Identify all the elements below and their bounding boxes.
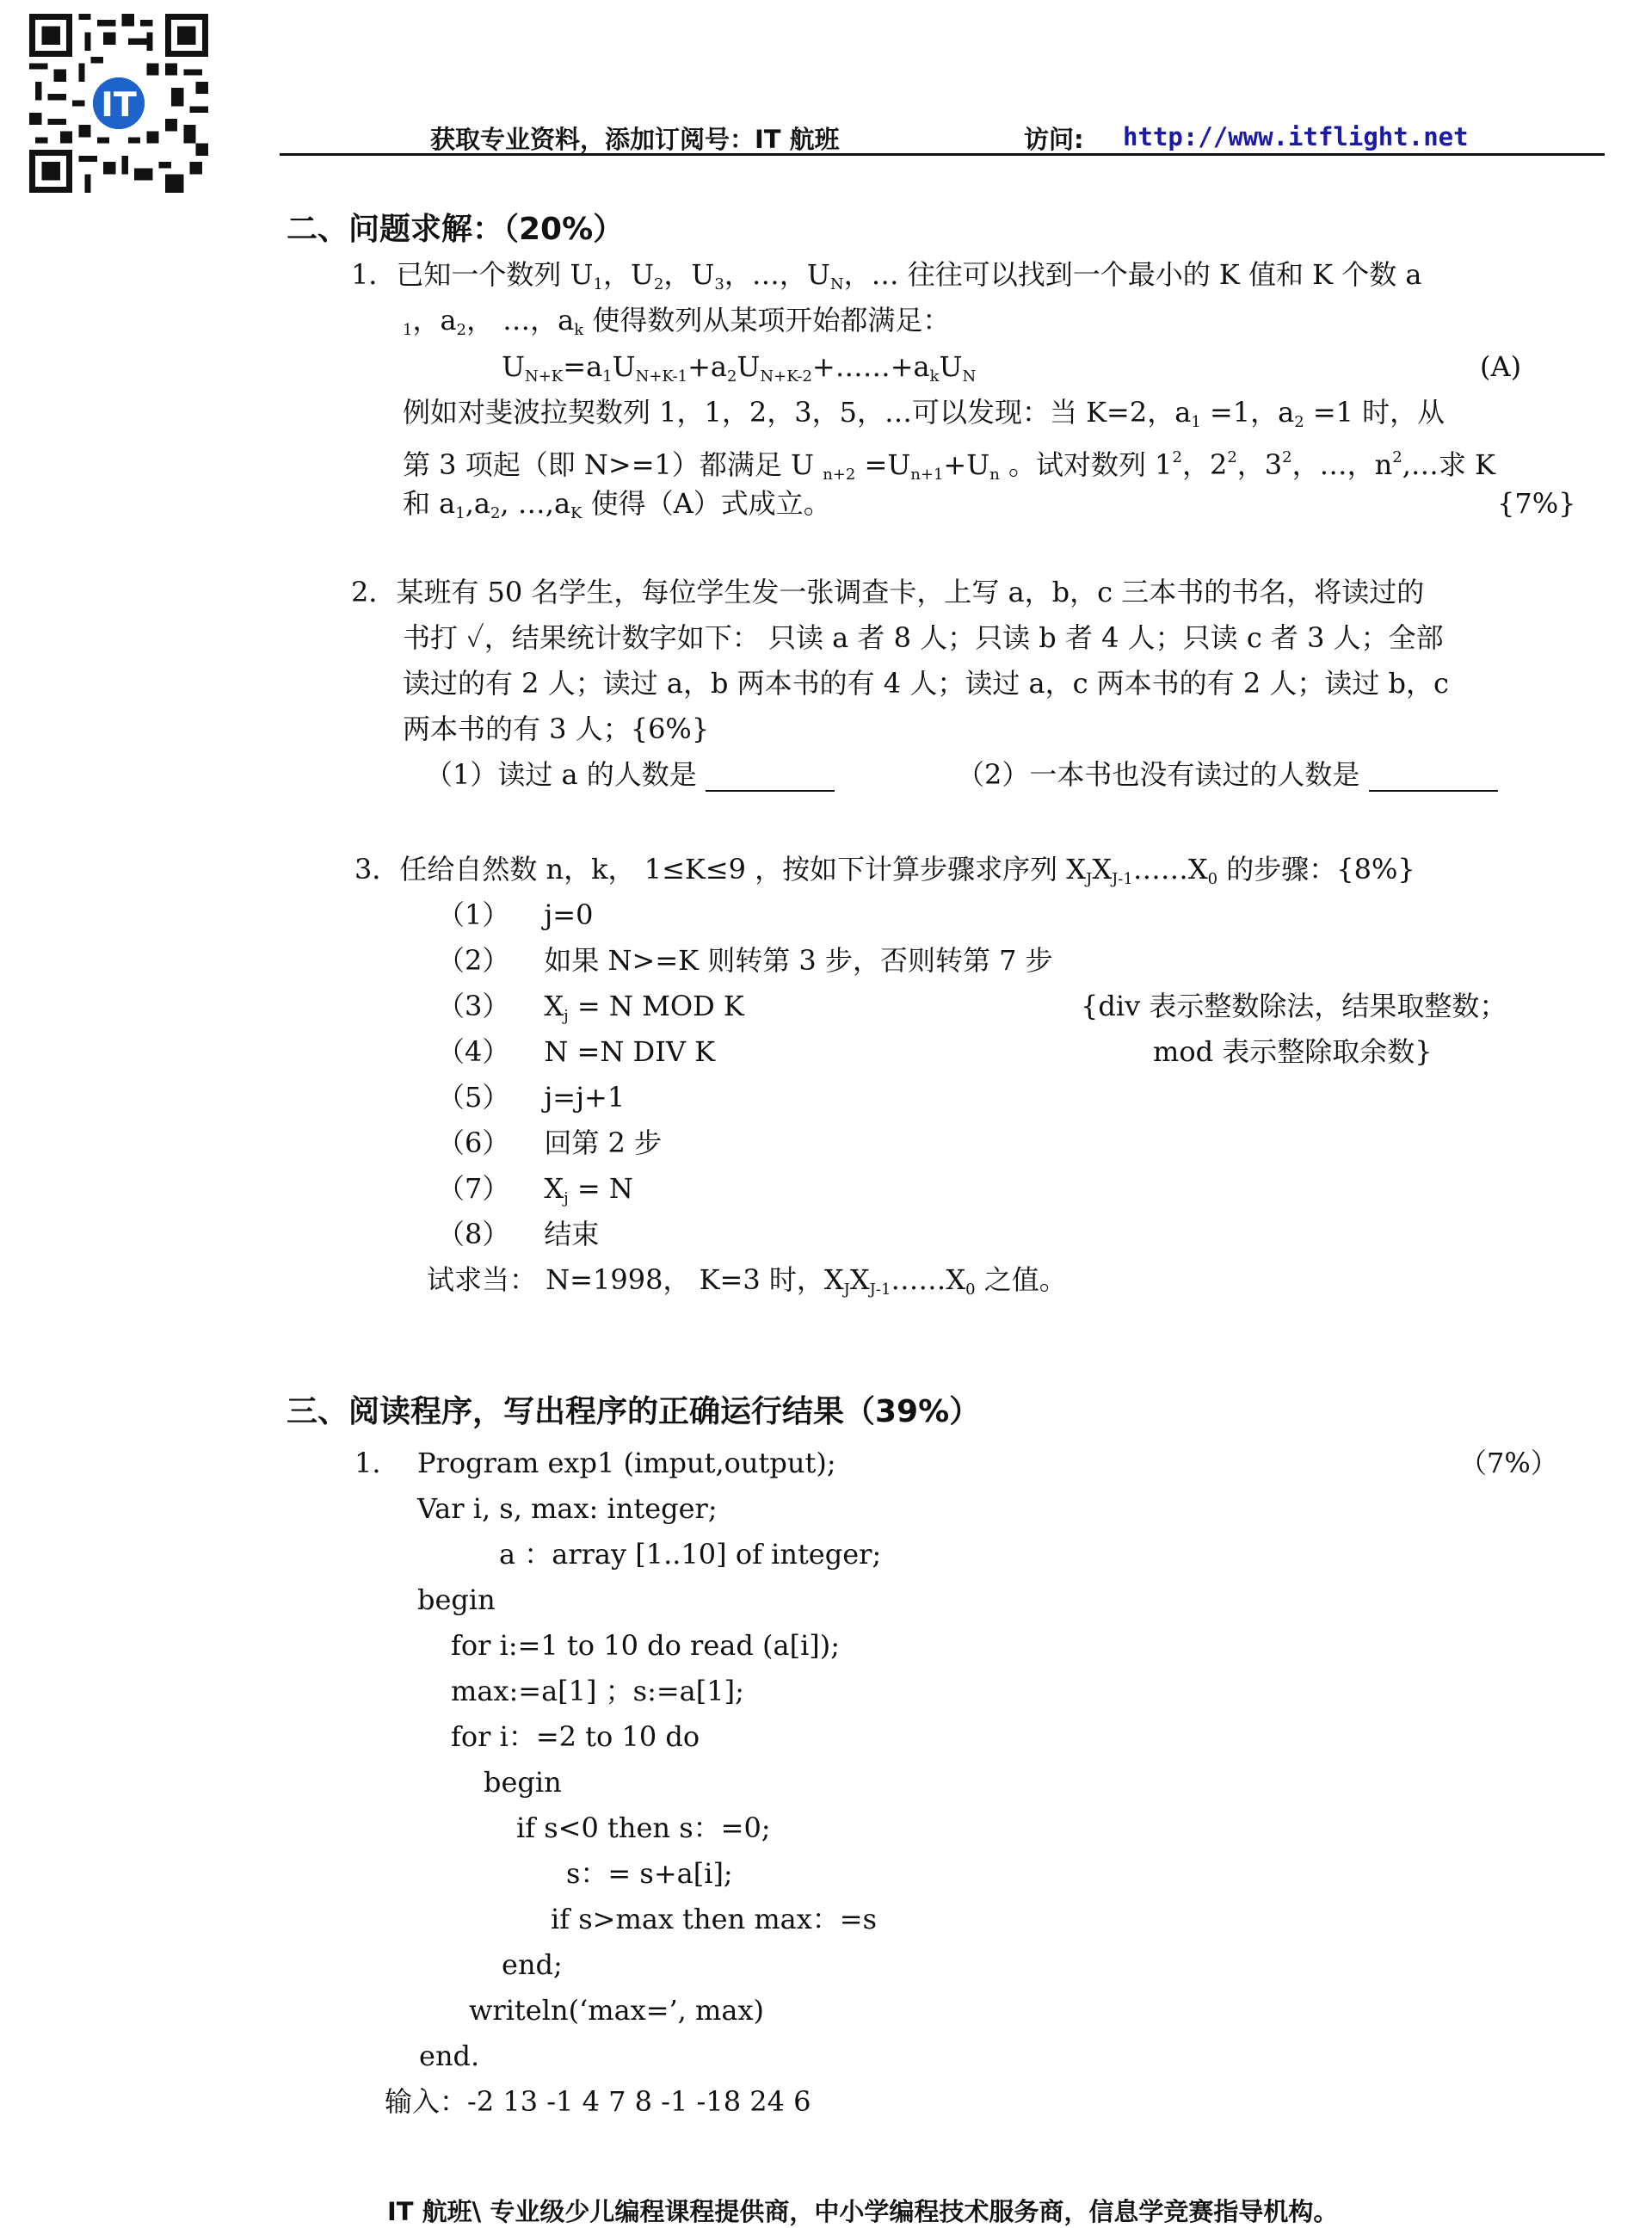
q2-line3: 读过的有 2 人；读过 a，b 两本书的有 4 人；读过 a，c 两本书的有 2 人；读过 b，c [403, 667, 1449, 700]
q1-score: {7%} [1497, 487, 1576, 520]
q3-line1: 3．任给自然数 n，k， 1≤K≤9 ，按如下计算步骤求序列 $X_JX_{J-1}\dots\dots X_0$ 的步骤：{8%} [354, 853, 1415, 888]
q2-line2: 书打 ✓，结果统计数字如下： 只读 a 者 8 人；只读 b 者 4 人；只读 c 者 3 人；全部 [403, 621, 1444, 654]
q1-formula-tag: (A) [1480, 350, 1522, 383]
q1-line6: 和 $a_1,a_2$, $\dots,a_K$ 使得（A）式成立。 [403, 487, 831, 522]
program-input: 输入：-2 13 -1 4 7 8 -1 -18 24 6 [385, 2085, 811, 2118]
q3-note: mod 表示整除取余数} [1153, 1035, 1433, 1068]
q3-step: （7） $X_j = N$ [437, 1172, 633, 1207]
code-line: begin [484, 1766, 562, 1799]
code-line: end. [419, 2040, 480, 2072]
q3-note: {div 表示整数除法，结果取整数； [1081, 990, 1507, 1022]
code-line: for i：=2 to 10 do [451, 1720, 700, 1753]
svg-text:IT: IT [101, 85, 137, 126]
q1-line4: 例如对斐波拉契数列 1，1，2，3，5，…可以发现：当 K=2，$a_1 =1$，$a_2 =1$ 时，从 [403, 396, 1446, 431]
q3-step: （1） j=0 [437, 898, 594, 931]
code-line: s：= s+a[i]; [566, 1857, 733, 1890]
code-line: a ：array [1..10] of integer; [499, 1538, 882, 1571]
code-line: end; [502, 1948, 563, 1981]
page-footer: IT 航班\ 专业级少儿编程课程提供商，中小学编程技术服务商，信息学竞赛指导机构。 [387, 2197, 1339, 2226]
code-line: max:=a[1] ；s:=a[1]; [451, 1675, 744, 1707]
q2-line4: 两本书的有 3 人；{6%} [403, 713, 710, 745]
q3-step: （5） j=j+1 [437, 1081, 626, 1114]
q2-line1: 2．某班有 50 名学生，每位学生发一张调查卡，上写 a，b，c 三本书的书名，将读过的 [351, 576, 1425, 608]
answer-blank[interactable] [706, 764, 835, 792]
q3-step: （3） $X_j = N$ MOD K [437, 990, 744, 1025]
q3-step: （4） N =N DIV K [437, 1035, 716, 1068]
code-line: for i:=1 to 10 do read (a[i]); [451, 1629, 841, 1662]
code-line: if s>max then max：=s [551, 1903, 878, 1935]
q1-formula: $U_{N+K}=a_1U_{N+K-1}+a_2U_{N+K-2}+\dots\dots+a_kU_N$ [502, 350, 977, 386]
answer-blank[interactable] [1369, 764, 1498, 792]
q3-step: （8） 结束 [437, 1218, 600, 1250]
q1-line1: 1．已知一个数列 $U_1$，$U_2$，$U_3$，…，$U_N$，… 往往可以找到一个最小的 K 值和 K 个数 a [351, 258, 1422, 293]
code-line: Program exp1 (imput,output); [417, 1447, 836, 1479]
q3-step: （2） 如果 N>=K 则转第 3 步，否则转第 7 步 [437, 944, 1053, 977]
code-line: begin [417, 1583, 496, 1616]
q1-line2: $_1$，$a_2$， …，$a_k$ 使得数列从某项开始都满足： [403, 304, 951, 339]
header-subscribe: 获取专业资料，添加订阅号：IT 航班 [430, 125, 840, 154]
code-line: writeln(‘max=’, max) [469, 1994, 764, 2027]
program-score: （7%） [1459, 1447, 1558, 1479]
q2-ask1: （1）读过 a 的人数是 [425, 757, 835, 792]
program-number: 1. [354, 1447, 381, 1479]
code-line: Var i, s, max: integer; [417, 1492, 718, 1525]
q3-ask: 试求当： N=1998， K=3 时，$X_JX_{J-1}\dots\dots X_0$ 之值。 [427, 1263, 1067, 1299]
q2-ask2: （2）一本书也没有读过的人数是 [957, 757, 1498, 792]
q3-step: （6） 回第 2 步 [437, 1126, 663, 1159]
section-title: 三、阅读程序，写出程序的正确运行结果（39%） [287, 1394, 981, 1429]
header-visit-label: 访问: [1024, 125, 1084, 154]
section-title: 二、问题求解：（20%） [287, 212, 625, 247]
code-line: if s<0 then s：=0; [516, 1811, 771, 1844]
header-url-link[interactable]: http://www.itflight.net [1123, 122, 1469, 151]
q1-line5: 第 3 项起（即 N>=1）都满足 U $_{n+2} =U_{n+1}+U_n$ 。试对数列 $1^2$，$2^2$，$3^2$，…，$n^2,\dots$求 K [403, 448, 1495, 484]
qr-code [17, 14, 220, 193]
